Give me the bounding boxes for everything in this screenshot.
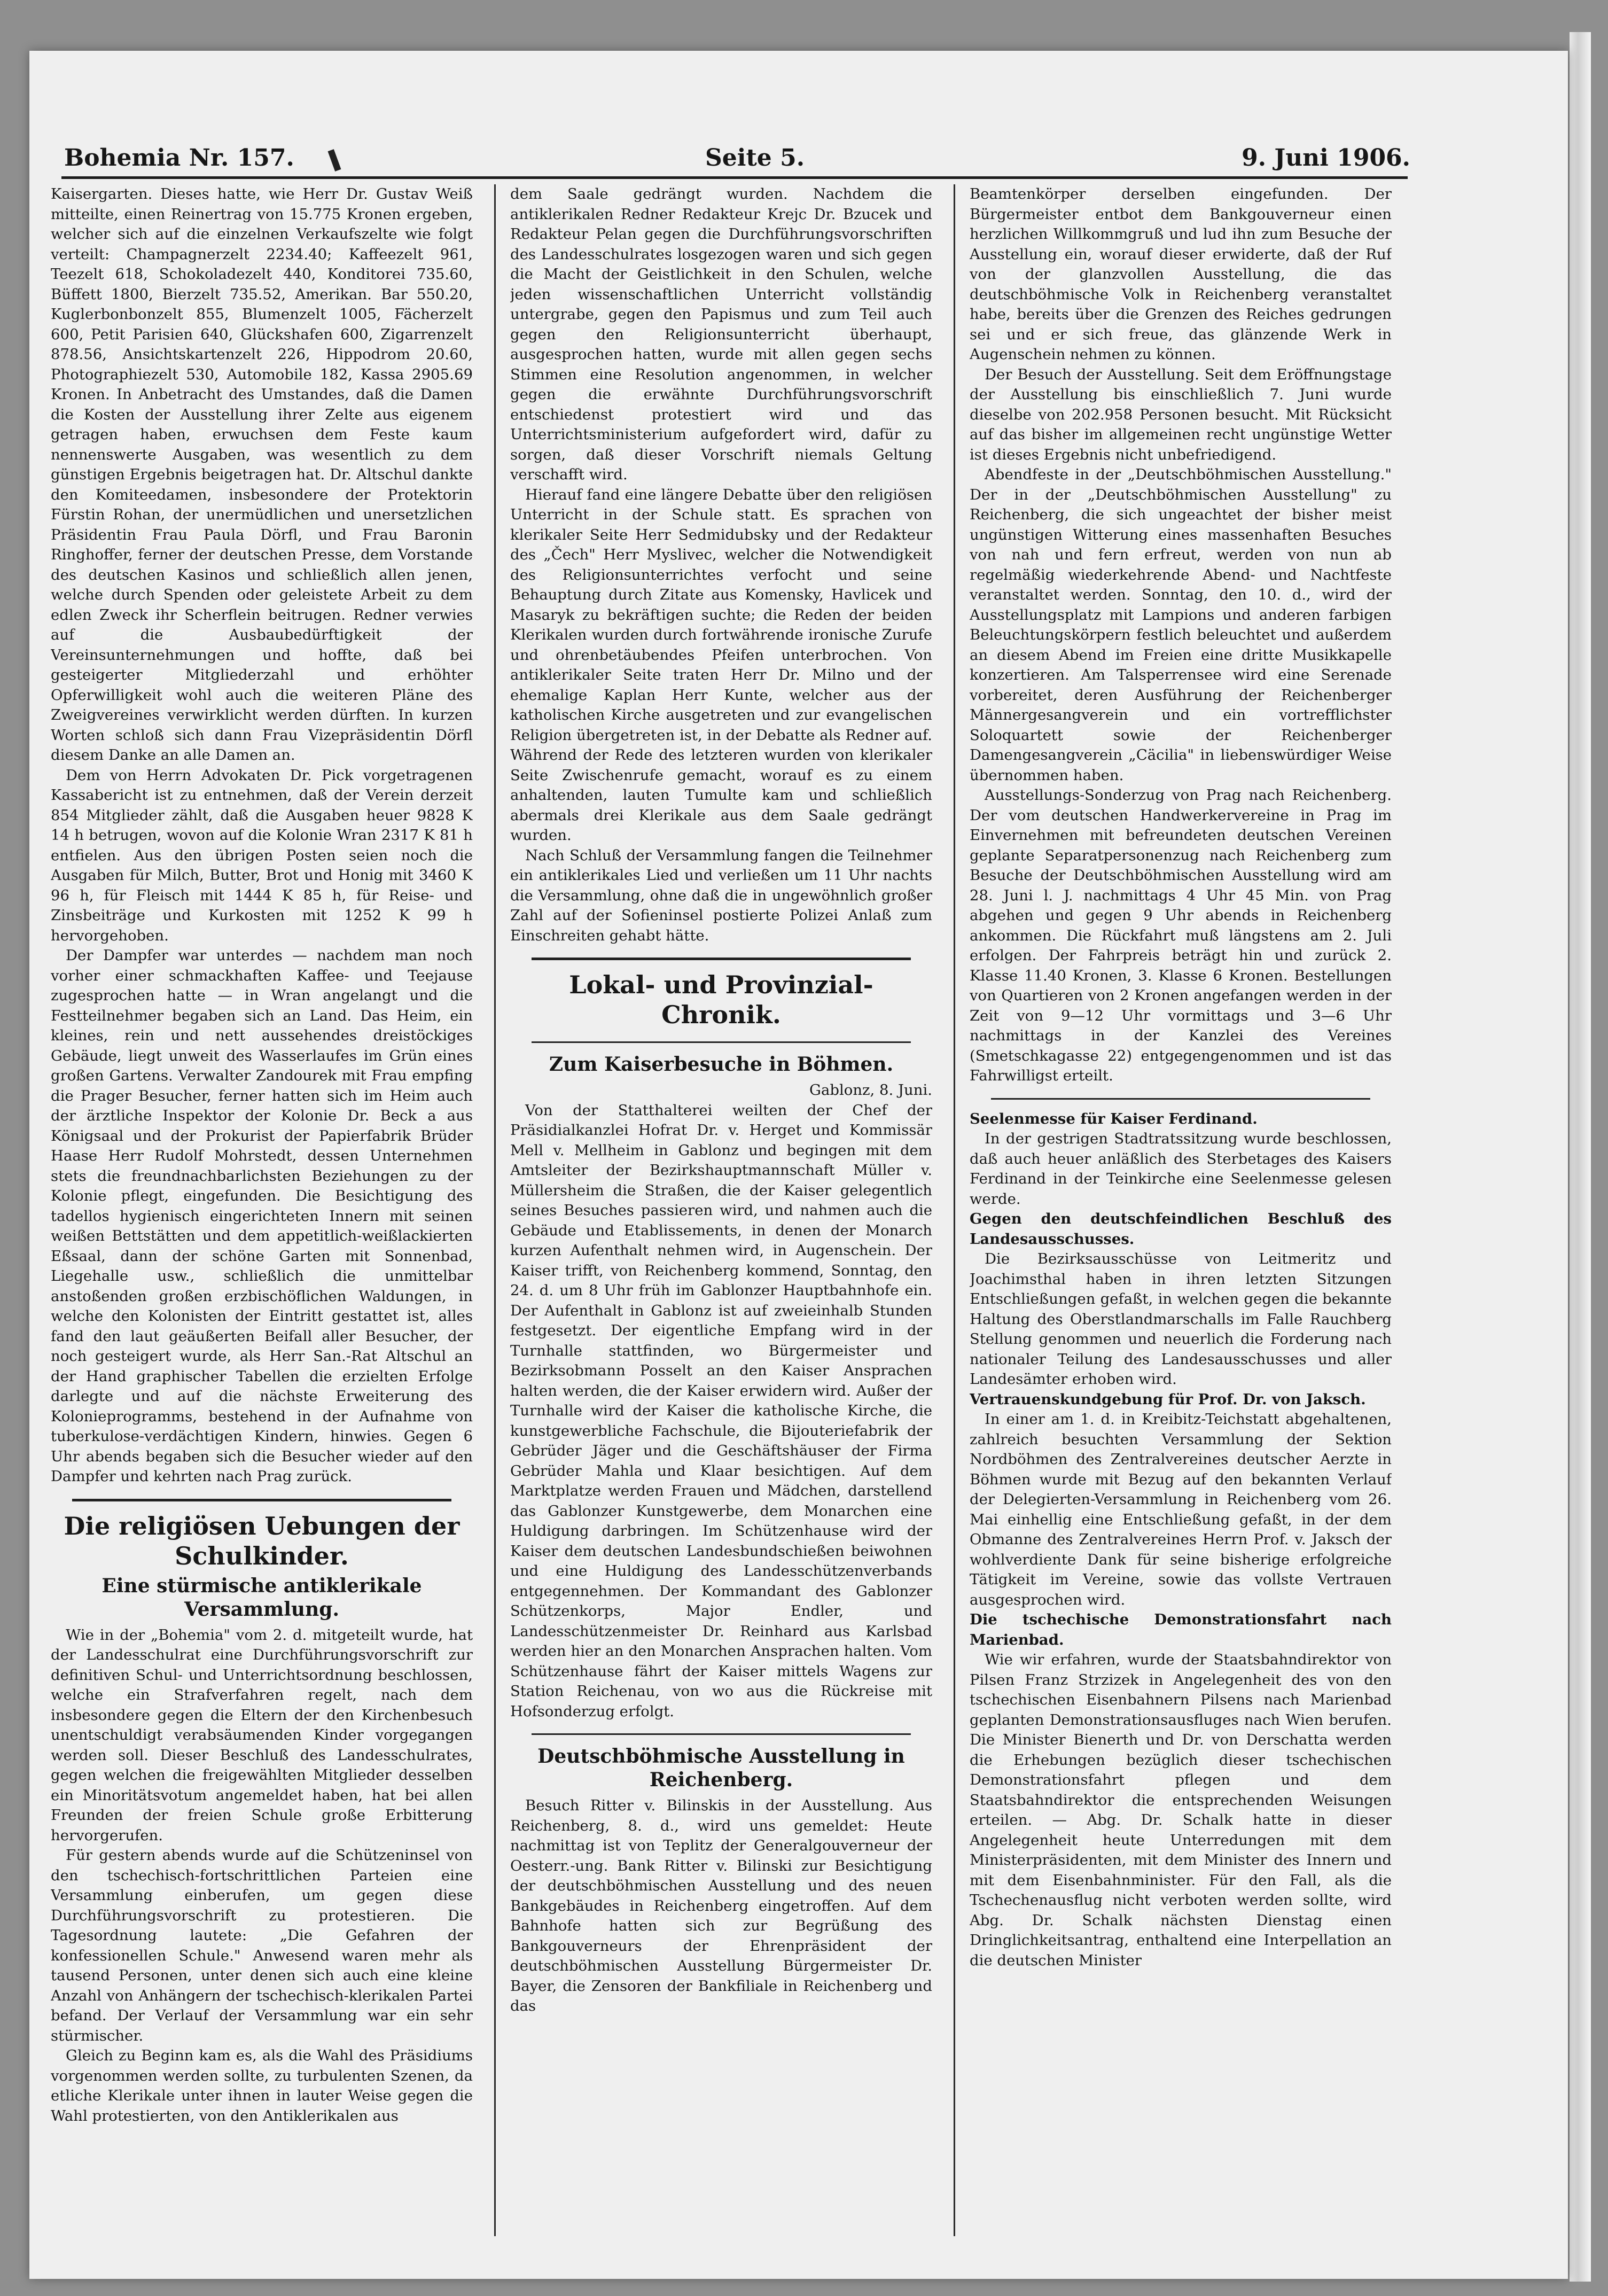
news-item-heading: Seelenmesse für Kaiser Ferdinand. [970,1110,1258,1127]
article-subtitle: Eine stürmische antiklerikale Versammlung. [102,1574,422,1621]
news-item-title [970,1610,1392,1650]
article-paragraph: Kaisergarten. Dieses hatte, wie Herr Dr. Gustav Weiß mitteilte, einen Reinertrag von 15.775 Kronen ergeben, welcher sich auf die einzelnen Verkaufszelte wie folgt verteilt: Champagnerzelt 2234.40; Kaffeezelt 961, Teezelt 618, Schokoladezelt 440, Konditorei 735.60, Büffett 1800, Bierzelt 735.52, Amerikan. Bar 550.20, Kuglerbonbonzelt 855, Blumenzelt 1005, Fächerzelt 600, Petit Parisien 640, Glückshafen 600, Zigarrenzelt 878.56, Ansichtskartenzelt 226, Hippodrom 20.60, Photographiezelt 530, Automobile 182, Kassa 2905.69 Kronen. In Anbetracht des Umstandes, daß die Damen die Kosten der Ausstellung ihrer Zelte aus eigenem getragen haben, erwuchsen dem Feste kaum nennenswerte Ausgaben, was wesentlich zu dem günstigen Ergebnis beigetragen hat. Dr. Altschul dankte den Komiteedamen, insbesondere der Protektorin Fürstin Rohan, der unermüdlichen und unersetzlichen Präsidentin Frau Paula Dörfl, und Frau Baronin Ringhoffer, ferner der deutschen Presse, dem Vorstande des deutschen Kasinos und schließlich allen jenen, welche durch Spenden oder geleistete Arbeit zu dem edlen Zweck ihr Scherflein beitrugen. Redner verwies auf die Ausbaubedürftigkeit der Vereinsunternehmungen und hoffte, daß bei gesteigerter Mitgliederzahl und erhöhter Opferwilligkeit wohl auch die weiteren Pläne des Zweigvereines verwirklicht werden dürften. In kurzen Worten schloß sich dann Frau Vizepräsidentin Dörfl diesem Danke an alle Damen an. [51,185,473,764]
column-3 [970,184,1392,2258]
article-paragraph: Hierauf fand eine längere Debatte über den religiösen Unterricht in der Schule statt. Es sprachen von klerikaler Seite Herr Sedmidubsky und der Redakteur des „Čech" Herr Myslivec, welcher die Notwendigkeit des Religionsunterrichtes verfocht und seine Behauptung durch Zitate aus Komensky, Havlicek und Masaryk zu bekräftigen suchte; die Reden der beiden Klerikalen wurden durch fortwährende ironische Zurufe und ohrenbetäubendes Pfeifen unterbrochen. Von antiklerikaler Seite traten Herr Dr. Milno und der ehemalige Kaplan Herr Kunte, welcher aus der katholischen Kirche ausgetreten und zur evangelischen Religion übergetreten ist, in der Debatte als Redner auf. Während der Rede des letzteren wurden von klerikaler Seite Zwischenrufe gemacht, worauf es zu einem anhaltenden, lauten Tumulte kam und schließlich abermals drei Klerikale aus dem Saale gedrängt wurden. [510,486,932,844]
header-rule [61,176,1408,179]
column-rule-2 [954,184,955,2236]
column-rule-1 [494,184,496,2236]
section-rule [72,1499,451,1501]
article-paragraph: Der Dampfer war unterdes — nachdem man noch vorher einer schmackhaften Kaffee- und Teejause zugesprochen hatte — in Wran angelangt und die Festteilnehmer begaben sich an Land. Das Heim, ein kleines, rein und nett aussehendes dreistöckiges Gebäude, liegt unweit des Wasserlaufes im Grün eines großen Gartens. Verwalter Zandourek mit Frau empfing die Prager Besucher, ferner hatten sich im Heim auch der ärztliche Inspektor der Kolonie Dr. Beck a aus Königsaal und der Prokurist der Papierfabrik Brüder Haase Herr Rudolf Mohrstedt, dessen Unternehmen stets die freundnachbarlichsten Beziehungen zu der Kolonie pflegt, eingefunden. Die Besichtigung des tadellos hygienisch eingerichteten Innern mit seinen weißen Bettstätten und dem appetitlich-weißlackierten Eßsaal, dann der schöne Garten mit Sonnenbad, Liegehalle usw., schließlich die unmittelbar anstoßenden großen erzbischöflichen Waldungen, in welche den Kolonisten der Eintritt gestattet ist, alles fand den laut geäußerten Beifall aller Besucher, der noch gesteigert wurde, als Herr San.-Rat Altschul an der Hand graphischer Tabellen die erzielten Erfolge darlegte und auf die nächste Erweiterung des Kolonieprogramms, bestehend in der Aufnahme von tuberkulose-verdächtigen Kindern, hinwies. Gegen 6 Uhr abends begaben sich die Besucher wieder auf den Dampfer und kehrten nach Prag zurück. [51,947,473,1485]
article-paragraph: Nach Schluß der Versammlung fangen die Teilnehmer ein antiklerikales Lied und verließen um 11 Uhr nachts die Versammlung, ohne daß die in ungewöhnlich großer Zahl auf der Sofieninsel postierte Polizei Anlaß zum Einschreiten gehabt hätte. [510,846,932,944]
article-paragraph: Besuch Ritter v. Bilinskis in der Ausstellung. Aus Reichenberg, 8. d., wird uns gemeldet: Heute nachmittag ist von Teplitz der Generalgouverneur der Oesterr.-ung. Bank Ritter v. Bilinski zur Besichtigung der deutschböhmischen Ausstellung und des neuen Bankgebäudes in Reichenberg eingetroffen. Auf dem Bahnhofe hatten sich zur Begrüßung des Bankgouverneurs der Ehrenpräsident der deutschböhmischen Ausstellung Bürgermeister Dr. Bayer, die Zensoren der Bankfiliale in Reichenberg und das [510,1797,932,2014]
article-paragraph: Dem von Herrn Advokaten Dr. Pick vorgetragenen Kassabericht ist zu entnehmen, daß der Verein derzeit 854 Mitglieder zählt, daß die Ausgaben heuer 9828 K 14 h betrugen, wovon auf die Kolonie Wran 2317 K 81 h entfielen. Aus den übrigen Posten seien noch die Ausgaben für Milch, Butter, Brot und Honig mit 3460 K 96 h, für Fleisch mit 1444 K 85 h, für Reise- und Zinsbeiträge und Kurkosten mit 1252 K 99 h hervorgehoben. [51,766,473,944]
header-date: 9. Juni 1906. [1242,144,1410,172]
article-paragraph: In einer am 1. d. in Kreibitz-Teichstatt abgehaltenen, zahlreich besuchten Versammlung der Sektion Nordböhmen des Zentralvereines deutscher Aerzte in Böhmen wurde mit Bezug auf den bekannten Verlauf der Delegierten-Versammlung in Reichenberg vom 26. Mai einhellig eine Entschließung gefaßt, in der dem Obmanne des Zentralvereines Herrn Prof. v. Jaksch der wohlverdiente Dank für seine bisherige erfolgreiche Tätigkeit im Vereine, sowie das vollste Vertrauen ausgesprochen wird. [970,1411,1392,1608]
news-item-heading: Vertrauenskundgebung für Prof. Dr. von Jaksch. [970,1390,1366,1408]
news-item-title [970,1209,1392,1249]
article-paragraph: Die Bezirksausschüsse von Leitmeritz und Joachimsthal haben in ihren letzten Sitzungen Entschließungen gefaßt, in welchen gegen die bekannte Haltung des Oberstlandmarschalls im Falle Rauchberg Stellung genommen und neuerlich die Forderung nach nationaler Teilung des Landesausschusses und aller Landesämter erhoben wird. [970,1250,1392,1388]
header-publication: Bohemia Nr. 157. [64,144,294,172]
article-paragraph: Abendfeste in der „Deutschböhmischen Ausstellung." Der in der „Deutschböhmischen Ausstellung" zu Reichenberg, die sich ungeachtet der bisher meist ungünstigen Witterung eines massenhaften Besuches von nah und fern erfreut, werden von nun ab regelmäßig wiederkehrende Abend- und Nachtfeste veranstaltet werden. Sonntag, den 10. d., wird der Ausstellungsplatz mit Lampions und anderen farbigen Beleuchtungskörpern festlich beleuchtet und außerdem an diesem Abend im Freien eine dritte Musikkapelle konzertieren. Am Talsperrensee wird eine Serenade vorbereitet, deren Ausführung der Reichenberger Männergesangverein und ein vortrefflichster Soloquartett sowie der Reichenberger Damengesangverein „Cäcilia" in liebenswürdiger Weise übernommen haben. [970,466,1392,784]
news-item-title [970,1390,1392,1410]
dateline: Gablonz, 8. Juni. [809,1081,932,1099]
section-rule [532,1733,911,1735]
header-page-number: Seite 5. [705,144,805,172]
article-paragraph: Für gestern abends wurde auf die Schützeninsel von den tschechisch-fortschrittlichen Parteien eine Versammlung einberufen, um gegen diese Durchführungsvorschrift zu protestieren. Die Tagesordnung lautete: „Die Gefahren der konfessionellen Schule." Anwesend waren mehr als tausend Personen, unter denen sich auch eine kleine Anzahl von Anhängern der tschechisch-klerikalen Partei befand. Der Verlauf der Versammlung war ein sehr stürmischer. [51,1847,473,2044]
article-title: Die religiösen Uebungen der Schulkinder. [64,1511,460,1570]
article-paragraph: Beamtenkörper derselben eingefunden. Der Bürgermeister entbot dem Bankgouverneur einen herzlichen Willkommgruß und lud ihn zum Besuche der Ausstellung ein, worauf dieser erwiderte, daß der Ruf von der glanzvollen Ausstellung, die das deutschböhmische Volk in Reichenberg veranstaltet habe, bereits über die Grenzen des Reiches gedrungen sei und er sich freue, das glänzende Werk in Augenschein nehmen zu können. [970,185,1392,363]
column-2 [510,184,932,2258]
article-paragraph: Der Besuch der Ausstellung. Seit dem Eröffnungstage der Ausstellung bis einschließlich 7. Juni wurde dieselbe von 202.958 Personen besucht. Mit Rücksicht auf das bisher im allgemeinen recht ungünstige Wetter ist dieses Ergebnis nicht unbefriedigend. [970,365,1392,463]
section-title: Lokal- und Provinzial-Chronik. [569,970,873,1029]
news-item-heading: Gegen den deutschfeindlichen Beschluß des Landesausschusses. [970,1210,1392,1248]
article-title: Deutschböhmische Ausstellung in Reichenberg. [537,1745,905,1791]
article-paragraph: Wie wir erfahren, wurde der Staatsbahndirektor von Pilsen Franz Strzizek in Angelegenheit des von den tschechischen Eisenbahnern Pilsens nach Marienbad geplanten Demonstrationsausfluges nach Wien berufen. Die Minister Bienerth und Dr. von Derschatta werden die Erhebungen bezüglich dieser tschechischen Demonstrationsfahrt pflegen und dem Staatsbahndirektor die entsprechenden Weisungen erteilen. — Abg. Dr. Schalk hatte in dieser Angelegenheit heute Unterredungen mit dem Ministerpräsidenten, mit dem Minister des Innern und mit dem Eisenbahnminister. Für den Fall, als die Tschechenausflug nicht verboten werden sollte, wird Abg. Dr. Schalk nächsten Dienstag einen Dringlichkeitsantrag, enthaltend eine Interpellation an die deutschen Minister [970,1651,1392,1969]
article-paragraph: dem Saale gedrängt wurden. Nachdem die antiklerikalen Redner Redakteur Krejc Dr. Bzucek und Redakteur Pelan gegen die Durchführungsvorschriften des Landesschulrates losgezogen waren und sich gegen die Macht der Geistlichkeit in den Schulen, welche jeden wissenschaftlichen Unterricht vollständig untergrabe, gegen den Papismus und zum Teil auch gegen den Religionsunterricht überhaupt, ausgesprochen hatten, wurde mit allen gegen sechs Stimmen eine Resolution angenommen, in welcher gegen die erwähnte Durchführungsvorschrift entschiedenst protestiert wird und das Unterrichtsministerium aufgefordert wird, dafür zu sorgen, daß dieser Vorschrift niemals Geltung verschafft wird. [510,185,932,483]
column-1 [51,184,473,2258]
page-edge-shadow [1570,32,1591,2282]
article-paragraph: Ausstellungs-Sonderzug von Prag nach Reichenberg. Der vom deutschen Handwerkervereine in Prag im Einvernehmen mit befreundeten deutschen Vereinen geplante Separatpersonenzug nach Reichenberg zum Besuche der Deutschböhmischen Ausstellung wird am 28. Juni l. J. nachmittags 4 Uhr 45 Min. von Prag abgehen und gegen 9 Uhr abends in Reichenberg ankommen. Die Rückfahrt muß längstens am 2. Juli erfolgen. Der Fahrpreis beträgt hin und zurück 2. Klasse 11.40 Kronen, 3. Klasse 6 Kronen. Bestellungen von Quartieren von 2 Kronen angefangen werden in der Zeit von 9—12 Uhr vormittags und 3—6 Uhr nachmittags in der Kanzlei des Vereines (Smetschkagasse 22) entgegengenommen und ist das Fahrwilligst erteilt. [970,787,1392,1084]
article-paragraph: Gleich zu Beginn kam es, als die Wahl des Präsidiums vorgenommen werden sollte, zu turbulenten Szenen, da etliche Klerikale unter ihnen in lauter Weise gegen die Wahl protestierten, von den Antiklerikalen aus [51,2047,473,2124]
section-rule [991,1098,1370,1100]
title-underline [532,1041,911,1043]
article-subtitle: Zum Kaiserbesuche in Böhmen. [549,1053,894,1076]
article-paragraph: Von der Statthalterei weilten der Chef der Präsidialkanzlei Hofrat Dr. v. Herget und Kommissär Mell v. Mellheim in Gablonz und begingen mit dem Amtsleiter der Bezirkshauptmannschaft Müller v. Müllersheim die Straßen, die der Kaiser gelegentlich seines Besuches passieren wird, und nahmen auch die Gebäude und Etablissements, in denen der Monarch kurzen Aufenthalt nehmen wird, in Augenschein. Der Kaiser trifft, von Reichenberg kommend, Sonntag, den 24. d. um 8 Uhr früh im Gablonzer Hauptbahnhofe ein. Der Aufenthalt in Gablonz ist auf zweieinhalb Stunden festgesetzt. Der eigentliche Empfang wird in der Turnhalle stattfinden, wo Bürgermeister und Bezirksobmann Posselt an den Kaiser Ansprachen halten werden, die der Kaiser erwidern wird. Außer der Turnhalle wird der Kaiser die katholische Kirche, die kunstgewerbliche Fachschule, die Bijouteriefabrik der Gebrüder Jäger und die Geschäftshäuser der Firma Gebrüder Mahla und Klaar besichtigen. Auf dem Marktplatze werden Frauen und Mädchen, darstellend das Gablonzer Kunstgewerbe, dem Monarchen eine Huldigung darbringen. Im Schützenhause wird der Kaiser dem deutschen Landesbundschießen beiwohnen und eine Huldigung des Landesschützenverbands entgegennehmen. Der Kommandant des Gablonzer Schützenkorps, Major Endler, und Landesschützenmeister Dr. Reinhard aus Karlsbad werden hier an den Monarchen Ansprachen halten. Vom Schützenhause fährt der Kaiser mittels Wagens zur Station Reichenau, von wo aus die Rückreise mit Hofsonderzug erfolgt. [510,1101,932,1720]
article-paragraph: In der gestrigen Stadtratssitzung wurde beschlossen, daß auch heuer anläßlich des Sterbetages des Kaisers Ferdinand in der Teinkirche eine Seelenmesse gelesen werde. [970,1130,1392,1208]
section-rule [532,958,911,960]
news-item-heading: Die tschechische Demonstrationsfahrt nach Marienbad. [970,1611,1392,1648]
news-item-title [970,1109,1392,1130]
article-paragraph: Wie in der „Bohemia" vom 2. d. mitgeteilt wurde, hat der Landesschulrat eine Durchführungsvorschrift zur definitiven Schul- und Unterrichtsordnung beschlossen, welche ein Strafverfahren regelt, nach dem insbesondere gegen die Eltern der den Kirchenbesuch unentschuldigt verabsäumenden Kinder vorgegangen werden soll. Dieser Beschluß des Landesschulrates, gegen welchen die freigewählten Mitglieder desselben ein Minoritätsvotum angemeldet haben, hat bei allen Freunden der freien Schule große Erbitterung hervorgerufen. [51,1626,473,1844]
